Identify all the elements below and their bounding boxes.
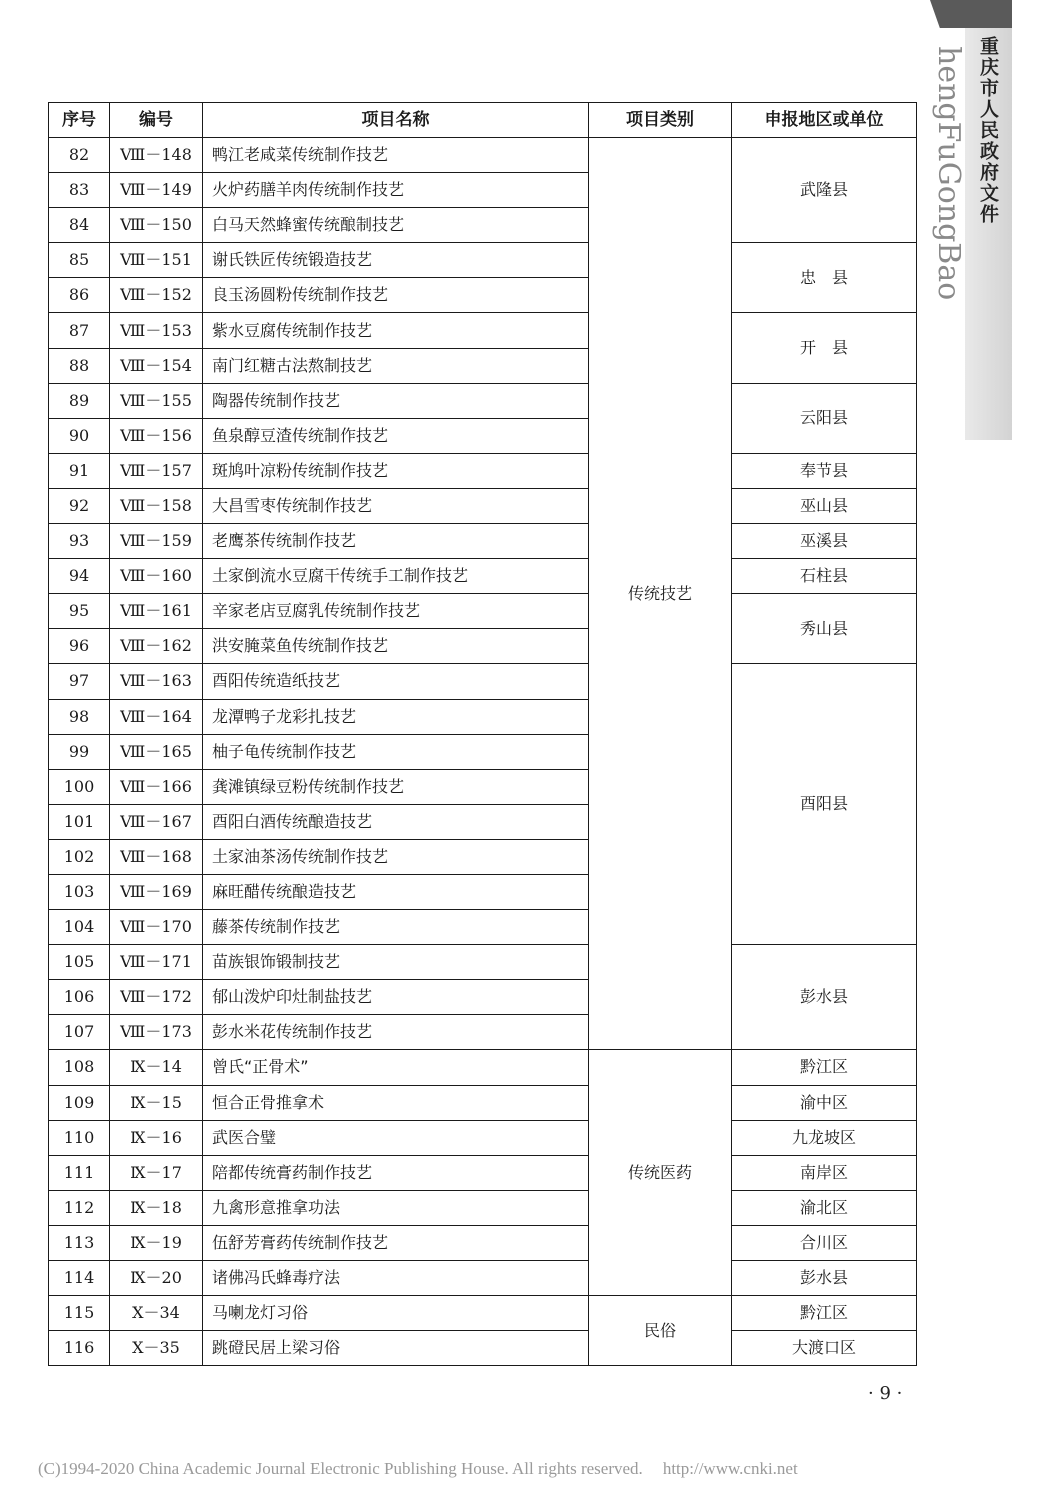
cell-code: Ⅷ－156: [110, 418, 203, 453]
cell-seq: 97: [49, 664, 110, 699]
header-region: 申报地区或单位: [732, 103, 917, 138]
cell-seq: 90: [49, 418, 110, 453]
header-category: 项目类别: [589, 103, 732, 138]
table-row: [49, 243, 917, 278]
cell-seq: 93: [49, 524, 110, 559]
cell-item-name: 苗族银饰锻制技艺: [203, 945, 589, 980]
cell-item-name: 酉阳传统造纸技艺: [203, 664, 589, 699]
cell-item-name: 白马天然蜂蜜传统酿制技艺: [203, 208, 589, 243]
cell-code: Ⅷ－160: [110, 559, 203, 594]
table-header-row: [49, 103, 917, 138]
cell-seq: 89: [49, 383, 110, 418]
table-row: [49, 945, 917, 980]
cell-region: 彭水县: [732, 1261, 917, 1296]
cell-code: Ⅷ－161: [110, 594, 203, 629]
cell-item-name: 藤茶传统制作技艺: [203, 910, 589, 945]
cell-seq: 116: [49, 1331, 110, 1366]
cell-item-name: 九禽形意推拿功法: [203, 1190, 589, 1225]
cell-item-name: 陪都传统膏药制作技艺: [203, 1155, 589, 1190]
cell-item-name: 马喇龙灯习俗: [203, 1296, 589, 1331]
footer-copyright: [38, 1459, 798, 1479]
table-row: [49, 1050, 917, 1085]
cell-code: Ⅷ－157: [110, 453, 203, 488]
cell-code: Ⅸ－16: [110, 1120, 203, 1155]
cell-item-name: 伍舒芳膏药传统制作技艺: [203, 1225, 589, 1260]
cell-item-name: 洪安腌菜鱼传统制作技艺: [203, 629, 589, 664]
cell-seq: 96: [49, 629, 110, 664]
cell-item-name: 恒合正骨推拿术: [203, 1085, 589, 1120]
cell-item-name: 诸佛冯氏蜂毒疗法: [203, 1261, 589, 1296]
cell-item-name: 麻旺醋传统酿造技艺: [203, 874, 589, 909]
cell-seq: 95: [49, 594, 110, 629]
cell-code: Ⅷ－158: [110, 488, 203, 523]
cell-code: Ⅷ－154: [110, 348, 203, 383]
table-row: [49, 1225, 917, 1260]
cell-seq: 87: [49, 313, 110, 348]
cell-code: Ⅸ－18: [110, 1190, 203, 1225]
page-number: · 9 ·: [868, 1383, 903, 1404]
cell-item-name: 谢氏铁匠传统锻造技艺: [203, 243, 589, 278]
cell-category: 民俗: [589, 1296, 732, 1366]
cell-code: Ⅷ－155: [110, 383, 203, 418]
cell-code: Ⅷ－171: [110, 945, 203, 980]
table-row: [49, 1190, 917, 1225]
cell-item-name: 彭水米花传统制作技艺: [203, 1015, 589, 1050]
table-row: [49, 594, 917, 629]
cell-code: Ⅷ－162: [110, 629, 203, 664]
table-row: [49, 383, 917, 418]
cell-region: 九龙坡区: [732, 1120, 917, 1155]
cell-code: Ⅸ－19: [110, 1225, 203, 1260]
cell-seq: 112: [49, 1190, 110, 1225]
cell-seq: 98: [49, 699, 110, 734]
cell-region: 彭水县: [732, 945, 917, 1050]
side-pinyin-watermark: hengFuGongBao: [931, 46, 966, 301]
cell-seq: 102: [49, 839, 110, 874]
cell-item-name: 土家倒流水豆腐干传统手工制作技艺: [203, 559, 589, 594]
table-row: [49, 313, 917, 348]
header-item-name: 项目名称: [203, 103, 589, 138]
cell-code: Ⅸ－15: [110, 1085, 203, 1120]
cell-seq: 100: [49, 769, 110, 804]
cell-item-name: 陶器传统制作技艺: [203, 383, 589, 418]
cell-seq: 92: [49, 488, 110, 523]
table-row: [49, 1120, 917, 1155]
cell-seq: 85: [49, 243, 110, 278]
side-publication-title: 重庆市人民政府文件: [977, 36, 999, 225]
cell-seq: 91: [49, 453, 110, 488]
cell-code: Ⅷ－170: [110, 910, 203, 945]
cell-seq: 103: [49, 874, 110, 909]
cell-region: 秀山县: [732, 594, 917, 664]
cell-region: 巫山县: [732, 488, 917, 523]
cell-region: 渝中区: [732, 1085, 917, 1120]
cell-code: Ⅷ－148: [110, 138, 203, 173]
cell-seq: 110: [49, 1120, 110, 1155]
cell-code: Ⅷ－152: [110, 278, 203, 313]
cell-code: Ⅹ－35: [110, 1331, 203, 1366]
cell-seq: 82: [49, 138, 110, 173]
table-row: [49, 1155, 917, 1190]
footer-url: http://www.cnki.net: [662, 1459, 798, 1478]
cell-seq: 105: [49, 945, 110, 980]
cell-category: 传统医药: [589, 1050, 732, 1296]
cell-code: Ⅷ－168: [110, 839, 203, 874]
cell-seq: 107: [49, 1015, 110, 1050]
cell-code: Ⅷ－153: [110, 313, 203, 348]
cell-seq: 99: [49, 734, 110, 769]
cell-seq: 108: [49, 1050, 110, 1085]
cell-code: Ⅷ－166: [110, 769, 203, 804]
cell-code: Ⅸ－17: [110, 1155, 203, 1190]
cell-item-name: 大昌雪枣传统制作技艺: [203, 488, 589, 523]
header-seq: 序号: [49, 103, 110, 138]
cell-seq: 109: [49, 1085, 110, 1120]
table-row: [49, 1331, 917, 1366]
cell-seq: 83: [49, 173, 110, 208]
table-row: [49, 559, 917, 594]
cell-region: 云阳县: [732, 383, 917, 453]
cell-seq: 101: [49, 804, 110, 839]
cell-item-name: 龙潭鸭子龙彩扎技艺: [203, 699, 589, 734]
cell-code: Ⅷ－150: [110, 208, 203, 243]
cell-item-name: 土家油茶汤传统制作技艺: [203, 839, 589, 874]
cell-region: 大渡口区: [732, 1331, 917, 1366]
cell-item-name: 鸭江老咸菜传统制作技艺: [203, 138, 589, 173]
cell-region: 酉阳县: [732, 664, 917, 945]
cell-item-name: 斑鸠叶凉粉传统制作技艺: [203, 453, 589, 488]
cell-item-name: 龚滩镇绿豆粉传统制作技艺: [203, 769, 589, 804]
cell-item-name: 紫水豆腐传统制作技艺: [203, 313, 589, 348]
header-code: 编号: [110, 103, 203, 138]
cell-item-name: 火炉药膳羊肉传统制作技艺: [203, 173, 589, 208]
cell-seq: 113: [49, 1225, 110, 1260]
cell-seq: 94: [49, 559, 110, 594]
cell-item-name: 鱼泉醇豆渣传统制作技艺: [203, 418, 589, 453]
cell-seq: 104: [49, 910, 110, 945]
cell-region: 武隆县: [732, 138, 917, 243]
cell-seq: 114: [49, 1261, 110, 1296]
cell-seq: 106: [49, 980, 110, 1015]
cell-seq: 86: [49, 278, 110, 313]
cell-code: Ⅷ－167: [110, 804, 203, 839]
table-row: [49, 524, 917, 559]
cell-region: 石柱县: [732, 559, 917, 594]
cell-region: 忠 县: [732, 243, 917, 313]
cell-region: 黔江区: [732, 1050, 917, 1085]
cell-region: 合川区: [732, 1225, 917, 1260]
cell-region: 渝北区: [732, 1190, 917, 1225]
cell-item-name: 南门红糖古法熬制技艺: [203, 348, 589, 383]
cell-code: Ⅹ－34: [110, 1296, 203, 1331]
side-tab-corner: [930, 0, 1012, 28]
cell-region: 南岸区: [732, 1155, 917, 1190]
table-row: [49, 664, 917, 699]
cell-code: Ⅷ－159: [110, 524, 203, 559]
cell-item-name: 酉阳白酒传统酿造技艺: [203, 804, 589, 839]
cell-code: Ⅷ－151: [110, 243, 203, 278]
cell-code: Ⅸ－14: [110, 1050, 203, 1085]
cell-item-name: 郁山泼炉印灶制盐技艺: [203, 980, 589, 1015]
table-row: [49, 138, 917, 173]
cell-item-name: 辛家老店豆腐乳传统制作技艺: [203, 594, 589, 629]
cell-seq: 88: [49, 348, 110, 383]
cell-item-name: 跳磴民居上梁习俗: [203, 1331, 589, 1366]
cell-item-name: 武医合璧: [203, 1120, 589, 1155]
cell-seq: 111: [49, 1155, 110, 1190]
table-row: [49, 1296, 917, 1331]
cell-code: Ⅸ－20: [110, 1261, 203, 1296]
cell-item-name: 柚子龟传统制作技艺: [203, 734, 589, 769]
cell-code: Ⅷ－165: [110, 734, 203, 769]
heritage-items-table: [48, 102, 917, 1366]
table-row: [49, 488, 917, 523]
cell-region: 开 县: [732, 313, 917, 383]
cell-item-name: 曾氏“正骨术”: [203, 1050, 589, 1085]
cell-seq: 84: [49, 208, 110, 243]
cell-code: Ⅷ－172: [110, 980, 203, 1015]
table-row: [49, 453, 917, 488]
cell-region: 奉节县: [732, 453, 917, 488]
cell-code: Ⅷ－163: [110, 664, 203, 699]
cell-code: Ⅷ－164: [110, 699, 203, 734]
cell-region: 巫溪县: [732, 524, 917, 559]
table-body: [49, 138, 917, 1366]
cell-seq: 115: [49, 1296, 110, 1331]
cell-item-name: 良玉汤圆粉传统制作技艺: [203, 278, 589, 313]
cell-category: 传统技艺: [589, 138, 732, 1050]
cell-code: Ⅷ－149: [110, 173, 203, 208]
cell-code: Ⅷ－169: [110, 874, 203, 909]
table-row: [49, 1085, 917, 1120]
cell-item-name: 老鹰茶传统制作技艺: [203, 524, 589, 559]
copyright-text: (C)1994-2020 China Academic Journal Electronic Publishing House. All rights reserved.: [38, 1459, 643, 1478]
cell-code: Ⅷ－173: [110, 1015, 203, 1050]
table-row: [49, 1261, 917, 1296]
cell-region: 黔江区: [732, 1296, 917, 1331]
